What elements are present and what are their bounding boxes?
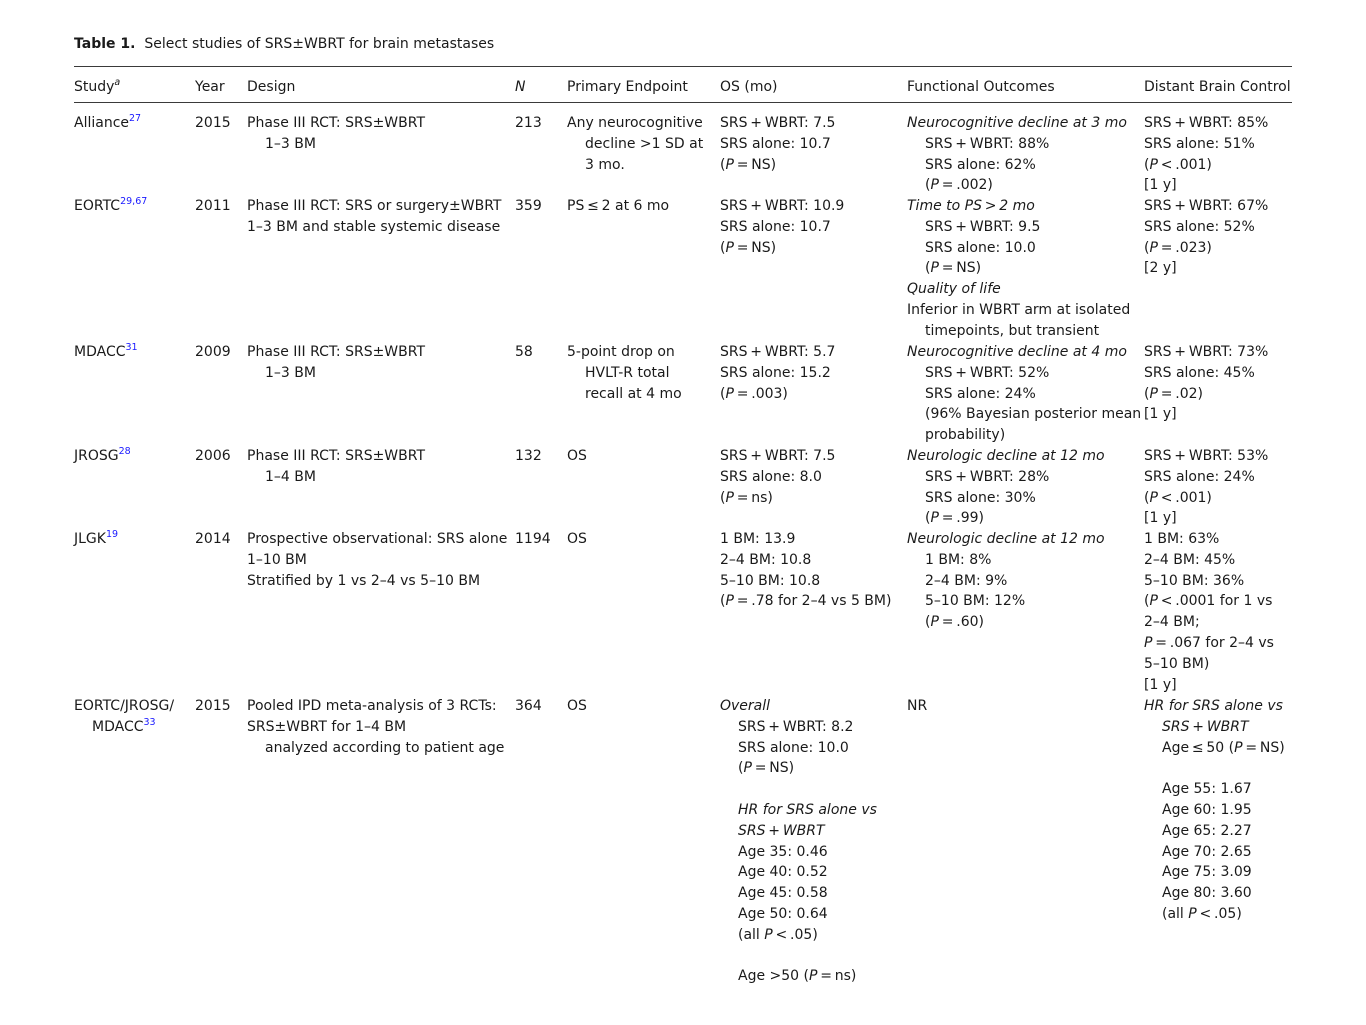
cell-line: SRS alone: 24% [1144,468,1255,485]
cell-line: 2–4 BM: 9% [925,572,1008,589]
cell-line: (all P < .05) [738,926,818,943]
cell-line: 1–10 BM [247,551,307,568]
cell-study [74,342,138,363]
cell-line: HR for SRS alone vs [1144,698,1283,714]
cell-line: 1194 [515,531,551,547]
cell-design [247,342,425,384]
top-rule [74,66,1292,67]
cell-line: 2009 [195,344,231,360]
cell-line: (P < .001) [1144,489,1212,506]
cell-line: 1–4 BM [265,468,316,485]
cell-line: SRS alone: 10.7 [720,218,831,235]
cell-endpoint [567,342,682,404]
cell-line: timepoints, but transient [925,322,1100,339]
cell-n [515,446,542,467]
cell-line: JROSG$^{28}$ [74,446,131,464]
cell-functional [907,342,1141,446]
cell-line: 1 BM: 8% [925,551,992,568]
cell-line [1144,758,1285,779]
cell-study [74,196,147,217]
cell-line: SRS + WBRT: 7.5 [720,448,836,464]
cell-n [515,529,551,550]
reference-superscript[interactable]: 29,67 [120,196,148,207]
cell-line: 2015 [195,698,231,714]
cell-line: SRS alone: 52% [1144,218,1255,235]
cell-study [74,529,118,550]
cell-endpoint [567,196,669,217]
header-n: N [515,79,526,95]
cell-n [515,196,542,217]
cell-line: 1 BM: 63% [1144,531,1220,547]
cell-line: analyzed according to patient age [265,739,505,756]
cell-line: 1–3 BM [265,364,316,381]
cell-study [74,446,131,467]
cell-os [720,113,835,175]
reference-superscript[interactable]: 31 [125,342,138,353]
cell-line: 2–4 BM: 10.8 [720,551,812,568]
cell-endpoint [567,113,703,175]
cell-line: Alliance$^{27}$ [74,113,142,131]
cell-os [720,696,877,987]
cell-line: (P = .003) [720,385,788,402]
cell-distant [1144,529,1274,695]
cell-os [720,196,844,258]
reference-superscript[interactable]: 19 [105,529,119,540]
cell-year [195,529,231,550]
header-rule [74,102,1292,103]
cell-line: 359 [515,198,542,214]
cell-line: 2–4 BM: 45% [1144,551,1236,568]
cell-distant [1144,196,1268,279]
cell-functional [907,446,1105,529]
cell-line: Quality of life [907,281,1001,298]
cell-functional [907,196,1130,342]
cell-line: 213 [515,115,542,131]
cell-line: (P = .60) [925,614,984,631]
cell-line: (P = NS) [720,239,777,256]
cell-line: Time to PS > 2 mo [907,198,1035,214]
cell-year [195,446,231,467]
cell-line: Age 35: 0.46 [738,843,828,860]
cell-line: recall at 4 mo [585,385,682,402]
cell-line: 1–3 BM and stable systemic disease [247,218,501,235]
cell-line: Pooled IPD meta-analysis of 3 RCTs: [247,698,497,714]
cell-line: Phase III RCT: SRS±WBRT [247,448,426,464]
cell-line: MDACC$^{31}$ [74,342,138,360]
cell-line: SRS + WBRT: 7.5 [720,115,836,131]
cell-line: 3 mo. [585,156,625,173]
header-endpoint: Primary Endpoint [567,79,688,95]
cell-line: 132 [515,448,542,464]
cell-line: Age ≤ 50 (P = NS) [1162,739,1285,756]
cell-line: 2011 [195,198,231,214]
cell-line: (P < .001) [1144,156,1212,173]
cell-line: SRS + WBRT [738,822,825,839]
cell-line: 2–4 BM; [1144,614,1200,631]
cell-endpoint [567,446,587,467]
cell-line: SRS + WBRT: 10.9 [720,198,845,214]
cell-line: Age 55: 1.67 [1162,781,1252,798]
cell-line: Neurocognitive decline at 4 mo [907,344,1127,360]
cell-line: Prospective observational: SRS alone [247,531,508,547]
cell-design [247,196,501,238]
cell-line: probability) [925,427,1006,444]
header-year: Year [195,79,225,95]
cell-line: EORTC/JROSG/ [74,698,175,714]
table-title: Select studies of SRS±WBRT for brain metastases [144,36,495,52]
cell-year [195,113,231,134]
cell-design [247,696,504,758]
cell-line: OS [567,448,587,464]
cell-distant [1144,342,1268,425]
cell-line: P = .067 for 2–4 vs [1144,634,1274,651]
cell-design [247,529,507,591]
cell-line: Age 50: 0.64 [738,905,828,922]
cell-line: [1 y] [1144,177,1177,194]
cell-line: (96% Bayesian posterior mean [925,406,1142,423]
cell-line: (P = NS) [720,156,777,173]
cell-line: Age 75: 3.09 [1162,864,1252,881]
cell-line: Overall [720,698,771,714]
cell-year [195,196,231,217]
cell-line: OS [567,531,587,547]
cell-line: (all P < .05) [1162,905,1242,922]
cell-design [247,446,425,488]
cell-line: SRS + WBRT: 88% [925,135,1050,152]
cell-line: (P < .0001 for 1 vs [1144,593,1273,610]
cell-line: (P = .02) [1144,385,1203,402]
cell-line: SRS + WBRT: 8.2 [738,718,854,735]
cell-line: 2006 [195,448,231,464]
cell-line: (P = .002) [925,177,993,194]
cell-line: SRS + WBRT: 9.5 [925,218,1041,235]
cell-line: SRS + WBRT: 85% [1144,115,1269,131]
cell-line: SRS alone: 8.0 [720,468,822,485]
cell-line: Phase III RCT: SRS±WBRT [247,344,426,360]
table-label: Table 1. [74,36,136,52]
cell-line: (P = .78 for 2–4 vs 5 BM) [720,593,892,610]
cell-line: Age 45: 0.58 [738,885,828,902]
cell-line: SRS + WBRT: 73% [1144,344,1269,360]
cell-distant [1144,113,1268,196]
cell-line: SRS alone: 10.0 [925,239,1036,256]
cell-distant [1144,696,1285,925]
cell-line: 2015 [195,115,231,131]
cell-line: SRS + WBRT: 53% [1144,448,1269,464]
cell-line: 2014 [195,531,231,547]
cell-line: MDACC$^{33}$ [92,716,156,735]
cell-line: Age 40: 0.52 [738,864,828,881]
cell-endpoint [567,696,587,717]
cell-line: Stratified by 1 vs 2–4 vs 5–10 BM [247,572,481,589]
cell-line: SRS alone: 62% [925,156,1036,173]
cell-line: Age 65: 2.27 [1162,822,1252,839]
cell-line: SRS alone: 24% [925,385,1036,402]
cell-line: HVLT-R total [585,364,670,381]
cell-line: Age 60: 1.95 [1162,801,1252,818]
cell-line: 5–10 BM: 10.8 [720,572,821,589]
cell-line: Age 80: 3.60 [1162,885,1252,902]
header-os: OS (mo) [720,79,778,95]
header-study: Study$^a$ [74,77,121,95]
cell-line: Neurologic decline at 12 mo [907,531,1105,547]
cell-study [74,696,174,738]
cell-line: SRS + WBRT: 5.7 [720,344,836,360]
header-design: Design [247,79,296,95]
cell-line: Any neurocognitive [567,115,703,131]
cell-line: OS [567,698,587,714]
cell-line: SRS±WBRT for 1–4 BM [247,718,407,735]
cell-os [720,342,835,404]
cell-line: Neurologic decline at 12 mo [907,448,1105,464]
cell-os [720,529,891,612]
cell-study [74,113,141,134]
cell-functional [907,529,1105,633]
cell-os [720,446,835,508]
cell-line: SRS + WBRT: 28% [925,468,1050,485]
cell-design [247,113,425,155]
cell-line: HR for SRS alone vs [738,801,877,818]
cell-line: 1 BM: 13.9 [720,531,796,547]
cell-line: Age >50 (P = ns) [738,968,857,985]
cell-year [195,342,231,363]
cell-line: [1 y] [1144,406,1177,423]
cell-line: (P = NS) [738,760,795,777]
cell-distant [1144,446,1268,529]
cell-line [720,779,877,800]
cell-year [195,696,231,717]
cell-line: [1 y] [1144,676,1177,693]
cell-line: SRS + WBRT [1162,718,1249,735]
cell-line: Phase III RCT: SRS or surgery±WBRT [247,198,502,214]
cell-functional [907,696,927,717]
cell-line: EORTC$^{29,67}$ [74,196,148,214]
cell-line: 58 [515,344,533,360]
cell-line: Phase III RCT: SRS±WBRT [247,115,426,131]
cell-line: SRS alone: 45% [1144,364,1255,381]
cell-line: JLGK$^{19}$ [74,529,119,547]
cell-n [515,342,533,363]
cell-functional [907,113,1127,196]
cell-line: SRS + WBRT: 52% [925,364,1050,381]
cell-line: (P = .99) [925,510,984,527]
cell-line: [2 y] [1144,260,1177,277]
reference-superscript[interactable]: 28 [118,446,131,457]
cell-line: SRS alone: 51% [1144,135,1255,152]
cell-line: SRS alone: 10.0 [738,739,849,756]
cell-line: 5-point drop on [567,344,675,360]
header-distant: Distant Brain Control [1144,79,1291,95]
reference-superscript[interactable]: 33 [143,716,156,728]
cell-n [515,696,542,717]
cell-line: SRS alone: 10.7 [720,135,831,152]
cell-line: SRS alone: 15.2 [720,364,831,381]
cell-n [515,113,542,134]
cell-line: 5–10 BM: 36% [1144,572,1245,589]
cell-line: decline >1 SD at [585,135,704,152]
reference-superscript[interactable]: 27 [129,113,142,124]
cell-line: PS ≤ 2 at 6 mo [567,198,670,214]
header-functional: Functional Outcomes [907,79,1055,95]
table-caption [74,36,494,52]
cell-line: 5–10 BM) [1144,655,1210,672]
cell-line: 1–3 BM [265,135,316,152]
cell-line [720,946,877,967]
cell-line: SRS alone: 30% [925,489,1036,506]
cell-line: 364 [515,698,542,714]
cell-line: [1 y] [1144,510,1177,527]
cell-line: SRS + WBRT: 67% [1144,198,1269,214]
cell-line: (P = NS) [925,260,982,277]
cell-line: Inferior in WBRT arm at isolated [907,301,1131,318]
cell-line: (P = ns) [720,489,773,506]
cell-line: NR [907,698,928,714]
cell-line: Age 70: 2.65 [1162,843,1252,860]
cell-line: Neurocognitive decline at 3 mo [907,115,1127,131]
cell-line: 5–10 BM: 12% [925,593,1026,610]
cell-endpoint [567,529,587,550]
cell-line: (P = .023) [1144,239,1212,256]
